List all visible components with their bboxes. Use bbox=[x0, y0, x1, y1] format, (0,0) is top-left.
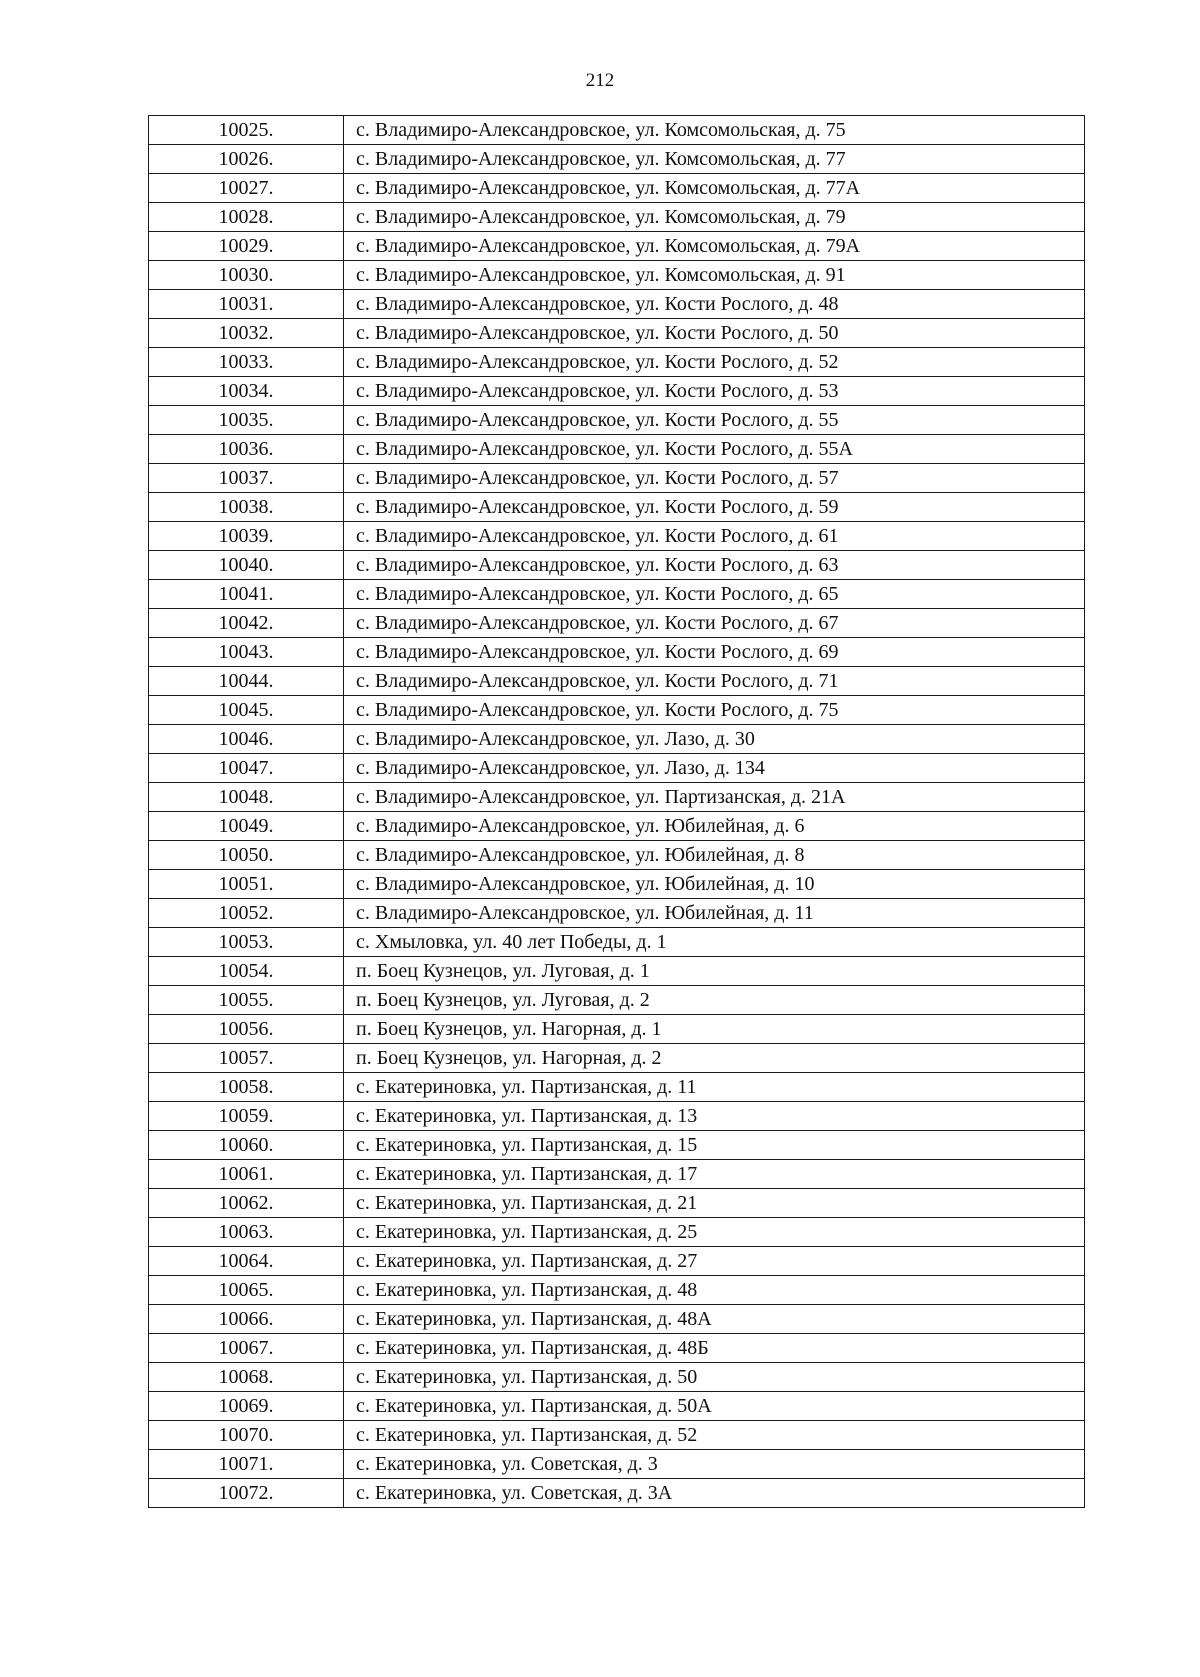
address-cell: с. Владимиро-Александровское, ул. Кости Рослого, д. 55 bbox=[344, 406, 1085, 435]
table-row bbox=[149, 1247, 1085, 1276]
address-cell: с. Владимиро-Александровское, ул. Кости Рослого, д. 59 bbox=[344, 493, 1085, 522]
table-row bbox=[149, 986, 1085, 1015]
table-row bbox=[149, 551, 1085, 580]
address-cell: с. Екатериновка, ул. Партизанская, д. 17 bbox=[344, 1160, 1085, 1189]
address-cell: с. Владимиро-Александровское, ул. Юбилейная, д. 8 bbox=[344, 841, 1085, 870]
row-number: 10041. bbox=[149, 580, 344, 609]
table-row bbox=[149, 1479, 1085, 1508]
address-cell: с. Владимиро-Александровское, ул. Юбилейная, д. 6 bbox=[344, 812, 1085, 841]
table-row bbox=[149, 696, 1085, 725]
address-cell: с. Владимиро-Александровское, ул. Кости Рослого, д. 69 bbox=[344, 638, 1085, 667]
table-row bbox=[149, 1392, 1085, 1421]
address-cell: с. Екатериновка, ул. Партизанская, д. 50 bbox=[344, 1363, 1085, 1392]
row-number: 10058. bbox=[149, 1073, 344, 1102]
row-number: 10057. bbox=[149, 1044, 344, 1073]
table-row bbox=[149, 116, 1085, 145]
address-cell: п. Боец Кузнецов, ул. Нагорная, д. 2 bbox=[344, 1044, 1085, 1073]
address-cell: с. Екатериновка, ул. Партизанская, д. 15 bbox=[344, 1131, 1085, 1160]
address-cell: с. Владимиро-Александровское, ул. Лазо, д. 134 bbox=[344, 754, 1085, 783]
row-number: 10069. bbox=[149, 1392, 344, 1421]
address-cell: с. Владимиро-Александровское, ул. Кости Рослого, д. 61 bbox=[344, 522, 1085, 551]
address-cell: с. Екатериновка, ул. Партизанская, д. 25 bbox=[344, 1218, 1085, 1247]
table-row bbox=[149, 522, 1085, 551]
row-number: 10030. bbox=[149, 261, 344, 290]
table-row bbox=[149, 464, 1085, 493]
table-row bbox=[149, 667, 1085, 696]
address-cell: с. Владимиро-Александровское, ул. Кости Рослого, д. 71 bbox=[344, 667, 1085, 696]
address-cell: с. Екатериновка, ул. Партизанская, д. 27 bbox=[344, 1247, 1085, 1276]
address-cell: с. Владимиро-Александровское, ул. Кости Рослого, д. 63 bbox=[344, 551, 1085, 580]
table-row bbox=[149, 232, 1085, 261]
table-row bbox=[149, 1131, 1085, 1160]
address-cell: с. Хмыловка, ул. 40 лет Победы, д. 1 bbox=[344, 928, 1085, 957]
address-cell: с. Екатериновка, ул. Партизанская, д. 48А bbox=[344, 1305, 1085, 1334]
address-cell: с. Владимиро-Александровское, ул. Кости Рослого, д. 75 bbox=[344, 696, 1085, 725]
address-cell: с. Екатериновка, ул. Партизанская, д. 21 bbox=[344, 1189, 1085, 1218]
table-row bbox=[149, 638, 1085, 667]
address-cell: с. Екатериновка, ул. Советская, д. 3 bbox=[344, 1450, 1085, 1479]
row-number: 10065. bbox=[149, 1276, 344, 1305]
row-number: 10070. bbox=[149, 1421, 344, 1450]
row-number: 10046. bbox=[149, 725, 344, 754]
table-row bbox=[149, 754, 1085, 783]
table-row bbox=[149, 1044, 1085, 1073]
table-row bbox=[149, 493, 1085, 522]
table-row bbox=[149, 1015, 1085, 1044]
page-number: 212 bbox=[585, 70, 615, 91]
table-row bbox=[149, 319, 1085, 348]
table-row bbox=[149, 1189, 1085, 1218]
table-row bbox=[149, 1073, 1085, 1102]
address-table-body bbox=[149, 116, 1085, 1508]
row-number: 10044. bbox=[149, 667, 344, 696]
row-number: 10063. bbox=[149, 1218, 344, 1247]
row-number: 10029. bbox=[149, 232, 344, 261]
row-number: 10031. bbox=[149, 290, 344, 319]
table-row bbox=[149, 725, 1085, 754]
table-row bbox=[149, 145, 1085, 174]
row-number: 10040. bbox=[149, 551, 344, 580]
address-cell: с. Владимиро-Александровское, ул. Кости Рослого, д. 48 bbox=[344, 290, 1085, 319]
row-number: 10067. bbox=[149, 1334, 344, 1363]
table-row bbox=[149, 899, 1085, 928]
row-number: 10025. bbox=[149, 116, 344, 145]
table-row bbox=[149, 203, 1085, 232]
row-number: 10038. bbox=[149, 493, 344, 522]
table-row bbox=[149, 1421, 1085, 1450]
address-cell: с. Владимиро-Александровское, ул. Юбилейная, д. 11 bbox=[344, 899, 1085, 928]
table-row bbox=[149, 580, 1085, 609]
table-row bbox=[149, 377, 1085, 406]
table-row bbox=[149, 957, 1085, 986]
address-cell: с. Владимиро-Александровское, ул. Комсомольская, д. 79 bbox=[344, 203, 1085, 232]
row-number: 10059. bbox=[149, 1102, 344, 1131]
row-number: 10036. bbox=[149, 435, 344, 464]
row-number: 10066. bbox=[149, 1305, 344, 1334]
address-cell: с. Владимиро-Александровское, ул. Юбилейная, д. 10 bbox=[344, 870, 1085, 899]
row-number: 10051. bbox=[149, 870, 344, 899]
row-number: 10043. bbox=[149, 638, 344, 667]
table-row bbox=[149, 1276, 1085, 1305]
address-cell: с. Владимиро-Александровское, ул. Лазо, д. 30 bbox=[344, 725, 1085, 754]
address-cell: с. Екатериновка, ул. Партизанская, д. 13 bbox=[344, 1102, 1085, 1131]
table-row bbox=[149, 261, 1085, 290]
row-number: 10042. bbox=[149, 609, 344, 638]
row-number: 10060. bbox=[149, 1131, 344, 1160]
address-cell: с. Владимиро-Александровское, ул. Кости Рослого, д. 55А bbox=[344, 435, 1085, 464]
table-row bbox=[149, 1102, 1085, 1131]
row-number: 10033. bbox=[149, 348, 344, 377]
address-table bbox=[148, 115, 1085, 1508]
address-cell: с. Владимиро-Александровское, ул. Комсомольская, д. 77 bbox=[344, 145, 1085, 174]
row-number: 10062. bbox=[149, 1189, 344, 1218]
address-cell: с. Екатериновка, ул. Советская, д. 3А bbox=[344, 1479, 1085, 1508]
row-number: 10037. bbox=[149, 464, 344, 493]
row-number: 10053. bbox=[149, 928, 344, 957]
table-row bbox=[149, 1450, 1085, 1479]
row-number: 10061. bbox=[149, 1160, 344, 1189]
address-cell: с. Владимиро-Александровское, ул. Кости Рослого, д. 65 bbox=[344, 580, 1085, 609]
table-row bbox=[149, 928, 1085, 957]
row-number: 10055. bbox=[149, 986, 344, 1015]
row-number: 10048. bbox=[149, 783, 344, 812]
table-row bbox=[149, 348, 1085, 377]
table-row bbox=[149, 1218, 1085, 1247]
row-number: 10064. bbox=[149, 1247, 344, 1276]
row-number: 10071. bbox=[149, 1450, 344, 1479]
row-number: 10072. bbox=[149, 1479, 344, 1508]
address-cell: с. Владимиро-Александровское, ул. Партизанская, д. 21А bbox=[344, 783, 1085, 812]
row-number: 10028. bbox=[149, 203, 344, 232]
row-number: 10027. bbox=[149, 174, 344, 203]
row-number: 10050. bbox=[149, 841, 344, 870]
table-row bbox=[149, 812, 1085, 841]
address-cell: с. Владимиро-Александровское, ул. Кости Рослого, д. 67 bbox=[344, 609, 1085, 638]
address-cell: с. Екатериновка, ул. Партизанская, д. 11 bbox=[344, 1073, 1085, 1102]
address-cell: с. Владимиро-Александровское, ул. Комсомольская, д. 75 bbox=[344, 116, 1085, 145]
address-cell: п. Боец Кузнецов, ул. Луговая, д. 1 bbox=[344, 957, 1085, 986]
address-cell: с. Владимиро-Александровское, ул. Кости Рослого, д. 50 bbox=[344, 319, 1085, 348]
address-cell: с. Владимиро-Александровское, ул. Кости Рослого, д. 52 bbox=[344, 348, 1085, 377]
row-number: 10045. bbox=[149, 696, 344, 725]
row-number: 10039. bbox=[149, 522, 344, 551]
address-cell: с. Екатериновка, ул. Партизанская, д. 52 bbox=[344, 1421, 1085, 1450]
table-row bbox=[149, 406, 1085, 435]
row-number: 10032. bbox=[149, 319, 344, 348]
address-cell: с. Владимиро-Александровское, ул. Комсомольская, д. 79А bbox=[344, 232, 1085, 261]
table-row bbox=[149, 870, 1085, 899]
address-cell: с. Владимиро-Александровское, ул. Комсомольская, д. 91 bbox=[344, 261, 1085, 290]
table-row bbox=[149, 609, 1085, 638]
address-cell: п. Боец Кузнецов, ул. Нагорная, д. 1 bbox=[344, 1015, 1085, 1044]
row-number: 10052. bbox=[149, 899, 344, 928]
table-row bbox=[149, 841, 1085, 870]
row-number: 10047. bbox=[149, 754, 344, 783]
row-number: 10026. bbox=[149, 145, 344, 174]
address-cell: с. Владимиро-Александровское, ул. Комсомольская, д. 77А bbox=[344, 174, 1085, 203]
table-row bbox=[149, 435, 1085, 464]
address-cell: с. Владимиро-Александровское, ул. Кости Рослого, д. 53 bbox=[344, 377, 1085, 406]
table-row bbox=[149, 1334, 1085, 1363]
table-row bbox=[149, 783, 1085, 812]
address-cell: с. Владимиро-Александровское, ул. Кости Рослого, д. 57 bbox=[344, 464, 1085, 493]
row-number: 10056. bbox=[149, 1015, 344, 1044]
row-number: 10034. bbox=[149, 377, 344, 406]
address-cell: с. Екатериновка, ул. Партизанская, д. 48Б bbox=[344, 1334, 1085, 1363]
address-cell: с. Екатериновка, ул. Партизанская, д. 50А bbox=[344, 1392, 1085, 1421]
table-row bbox=[149, 1363, 1085, 1392]
row-number: 10049. bbox=[149, 812, 344, 841]
address-cell: с. Екатериновка, ул. Партизанская, д. 48 bbox=[344, 1276, 1085, 1305]
row-number: 10068. bbox=[149, 1363, 344, 1392]
table-row bbox=[149, 290, 1085, 319]
address-cell: п. Боец Кузнецов, ул. Луговая, д. 2 bbox=[344, 986, 1085, 1015]
table-row bbox=[149, 1160, 1085, 1189]
table-row bbox=[149, 174, 1085, 203]
row-number: 10054. bbox=[149, 957, 344, 986]
row-number: 10035. bbox=[149, 406, 344, 435]
table-row bbox=[149, 1305, 1085, 1334]
